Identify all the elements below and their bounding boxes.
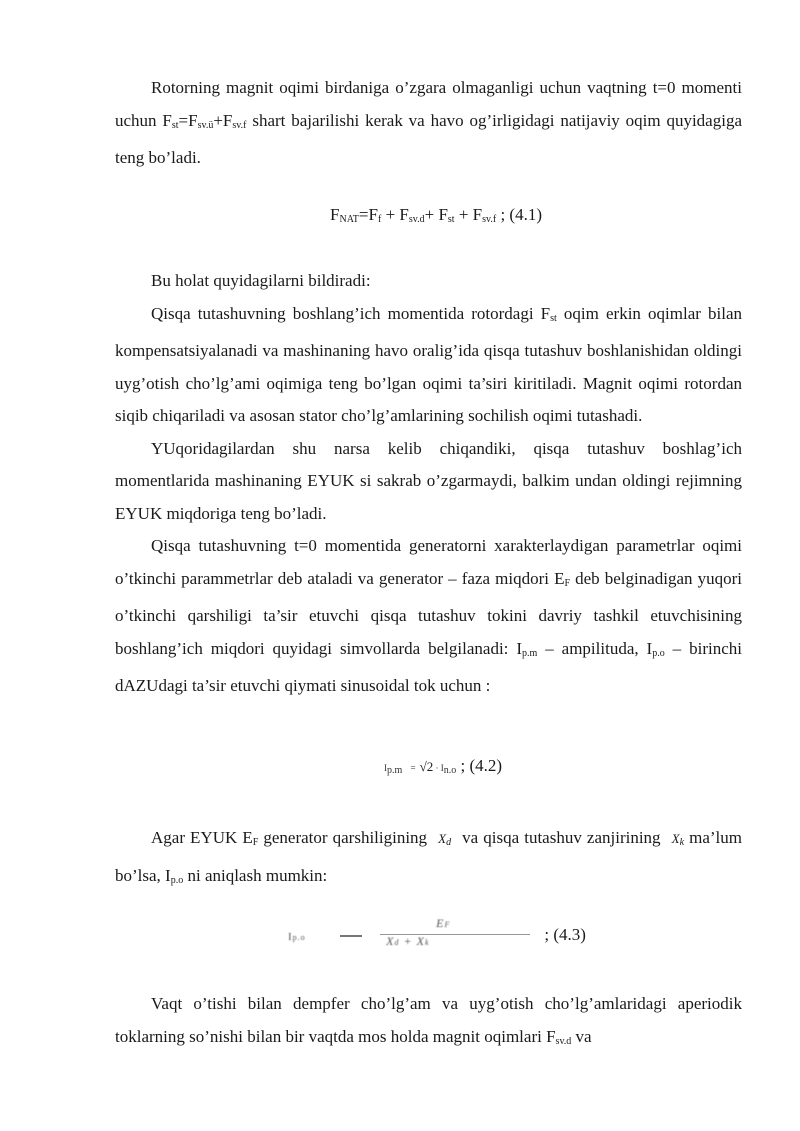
paragraph-7: Vaqt o’tishi bilan dempfer cho’lg’am va uyg’otish cho’lg’amlaridagi aperiodik toklarning so’nishi bilan bir vaqtda mos holda magnit oqimlari $F_{sv.d}$ va	[115, 994, 742, 1047]
paragraph-3: Qisqa tutashuvning boshlang’ich momentida rotordagi $F_{st}$ oqim erkin oqimlar bilan kompensatsiyalanadi va mashinaning havo oralig’ida qisqa tutashuv boshlanishidan oldingi uyg’otish cho’lg’ami oqimiga teng bo’lgan oqimi ta’siri kiritiladi. Magnit oqimi rotordan siqib chiqariladi va asosan stator cho’lg’amlarining sochilish oqimi tutashadi.	[115, 303, 743, 425]
equation-4-3: Ip.o EF Xd + Xk ; (4.3)	[288, 916, 586, 948]
paragraph-6: Agar EYUK $E_F$ generator qarshiligining $X_d$ va qisqa tutashuv zanjirining $X_k$ ma’lum bo’lsa, $I_{p.o}$ ni aniqlash mumkin:	[115, 828, 743, 886]
paragraph-block-2	[115, 265, 742, 703]
paragraph-1: Rotorning magnit oqimi birdaniga o’zgara olmaganligi uchun vaqtning t=0 momenti uchun $F_{st}=F_{sv.ü}+F_{sv.f}$ shart bajarilishi kerak va havo og’irligidagi natijaviy oqim quyidagiga teng bo’ladi.	[115, 78, 742, 167]
equation-4-2: Ip.m = √2 · In.o ; (4.2)	[384, 756, 503, 776]
equation-4-1: $F_{NAT}=F_f + F_{sv.d}+ F_{st} + F_{sv.f}$ ; (4.1)	[330, 205, 542, 225]
paragraph-2: Bu holat quyidagilarni bildiradi:	[151, 271, 371, 290]
paragraph-4: YUqoridagilardan shu narsa kelib chiqandiki, qisqa tutashuv boshlag’ich momentlarida mashinaning EYUK si sakrab o’zgarmaydi, balkim undan oldingi rejimning EYUK miqdoriga teng bo’ladi.	[115, 438, 742, 523]
paragraph-5: Qisqa tutashuvning t=0 momentida generatorni xarakterlaydigan parametrlar oqimi o’tkinchi parammetrlar deb ataladi va generator – faza miqdori $E_F$ deb belginadigan yuqori o’tkinchi qarshiligi ta’sir etuvchi qisqa tutashuv tokini davriy tashkil etuvchisining boshlang’ich miqdori quyidagi simvollarda belgilanadi: $I_{p.m}$ – ampilituda, $I_{p.o}$ – birinchi dAZUdagi ta’sir etuvchi qiymati sinusoidal tok uchun :	[115, 536, 742, 695]
